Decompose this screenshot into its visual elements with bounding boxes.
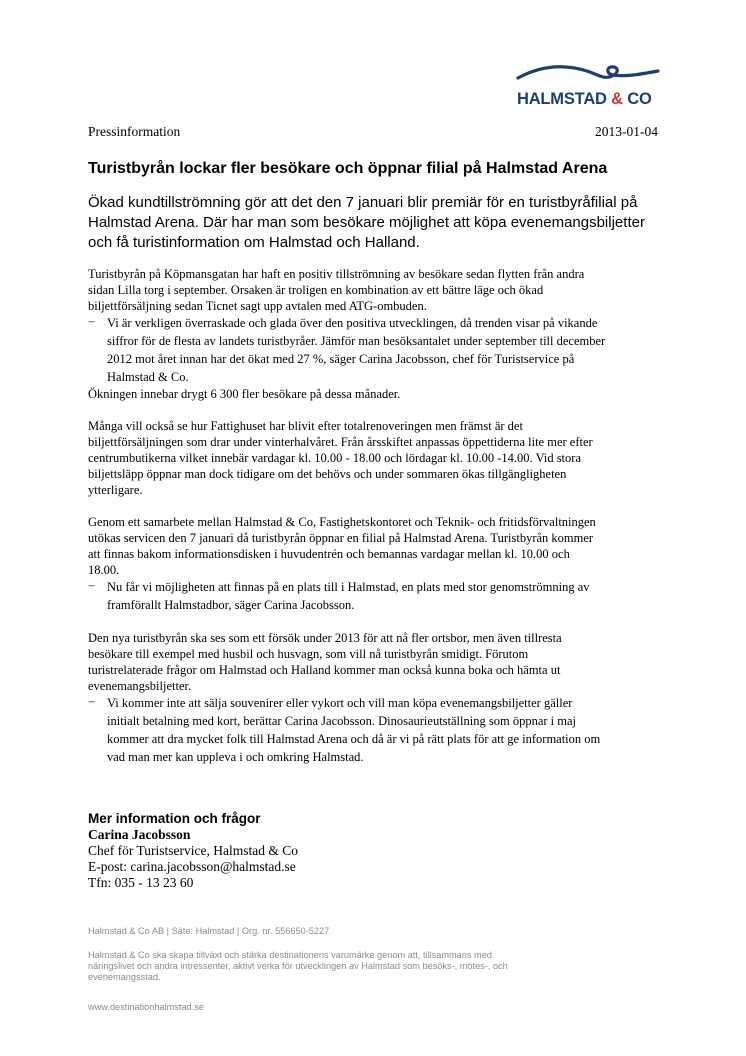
quote-line: kommer att dra mycket folk till Halmstad Arena och då är vi på rätt plats för att ge information om (107, 732, 601, 746)
contact-heading: Mer information och frågor (88, 811, 261, 826)
footer-mission (88, 950, 648, 983)
lead-paragraph (88, 193, 668, 253)
quote-block (88, 694, 674, 766)
lead-line: Ökad kundtillströmning gör att det den 7 januari blir premiär för en turistbyråfilial på (88, 194, 638, 211)
contact-email: E-post: carina.jacobsson@halmstad.se (88, 859, 296, 874)
body-line: besökare till exempel med husbil och husvagn, som vill nå turistbyrån smidigt. Förutom (88, 647, 529, 661)
wave-logo-icon (514, 58, 660, 88)
quote-block (88, 314, 674, 386)
body-line: utökas servicen den 7 januari då turistbyrån öppnar en filial på Halmstad Arena. Turistbyrån kommer (88, 531, 594, 545)
contact-name: Carina Jacobsson (88, 827, 191, 842)
contact-phone: Tfn: 035 - 13 23 60 (88, 875, 194, 890)
quote-line: siffror för de flesta av landets turistbyråer. Jämför man besöksantalet under september till december (107, 334, 606, 348)
logo-brand-amp: & (611, 90, 623, 108)
quote-line: Vi kommer inte att sälja souvenirer eller vykort och vill man köpa evenemangsbiljetter gäller (107, 696, 573, 710)
body-line: biljettförsäljning sedan Ticnet sagt upp avtalen med ATG-ombuden. (88, 299, 427, 313)
logo-wordmark (517, 90, 652, 109)
lead-line: Halmstad Arena. Där har man som besökare möjlighet att köpa evenemangsbiljetter (88, 214, 645, 231)
footer-company-info: Halmstad & Co AB | Säte: Halmstad | Org. nr. 556650-5227 (88, 926, 330, 936)
halmstad-co-logo (514, 58, 660, 108)
contact-block (88, 810, 588, 891)
body-line: ytterligare. (88, 483, 143, 497)
quote-dash: − (88, 695, 96, 709)
article-body (88, 266, 674, 766)
footer-mission-line: Halmstad & Co ska skapa tillväxt och stärka destinationens varumärke genom att, tillsammans med (88, 950, 492, 960)
body-line: 18.00. (88, 563, 120, 577)
body-line: evenemangsbiljetter. (88, 679, 192, 693)
body-line: centrumbutikerna vilket innebär vardagar kl. 10.00 - 18.00 och lördagar kl. 10.00 -14.00. Vid stora (88, 451, 581, 465)
lead-line: och få turistinformation om Halmstad och Halland. (88, 234, 420, 251)
footer-mission-line: näringslivet och andra intressenter, aktivt verka för utvecklingen av Halmstad som besöks-, mötes-, och (88, 961, 508, 971)
headline: Turistbyrån lockar fler besökare och öppnar filial på Halmstad Arena (88, 160, 608, 177)
quote-block (88, 578, 674, 614)
quote-line: Halmstad & Co. (107, 370, 189, 384)
contact-title: Chef för Turistservice, Halmstad & Co (88, 843, 298, 858)
quote-line: Nu får vi möjligheten att finnas på en plats till i Halmstad, en plats med stor genomströmning av (107, 580, 590, 594)
body-line: biljettsläpp öppnar man dock tidigare om det behövs och under sommaren ökas tillgängligheten (88, 467, 567, 481)
body-line: att finnas bakom informationsdisken i huvudentrén och bemannas vardagar mellan kl. 10.00 och (88, 547, 570, 561)
document-label: Pressinformation (88, 124, 181, 139)
quote-line: vad man mer kan uppleva i och omkring Halmstad. (107, 750, 364, 764)
footer-mission-line: evenemangsstad. (88, 972, 161, 982)
logo-brand-right: CO (622, 90, 652, 108)
logo-brand-left: HALMSTAD (517, 90, 612, 108)
quote-dash: − (88, 315, 96, 329)
quote-dash: − (88, 579, 96, 593)
body-line: sidan Lilla torg i september. Orsaken är troligen en kombination av ett bättre läge och ökad (88, 283, 544, 297)
body-line: Turistbyrån på Köpmansgatan har haft en positiv tillströmning av besökare sedan flytten från andra (88, 267, 585, 281)
body-line: Många vill också se hur Fattighuset har blivit efter totalrenoveringen men främst är det (88, 419, 523, 433)
quote-line: Vi är verkligen överraskade och glada över den positiva utvecklingen, då trenden visar på vikande (107, 316, 598, 330)
quote-line: initialt betalning med kort, berättar Carina Jacobsson. Dinosaurieutställning som öppnar i maj (107, 714, 576, 728)
quote-line: 2012 mot året innan har det ökat med 27 %, säger Carina Jacobsson, chef för Turistservice på (107, 352, 575, 366)
document-date: 2013-01-04 (595, 124, 658, 139)
body-line: Ökningen innebar drygt 6 300 fler besökare på dessa månader. (88, 387, 401, 401)
body-line: turistrelaterade frågor om Halmstad och Halland kommer man också kunna boka och hämta ut (88, 663, 561, 677)
footer-website-link[interactable]: www.destinationhalmstad.se (88, 1002, 204, 1012)
body-line: Den nya turistbyrån ska ses som ett försök under 2013 för att nå fler ortsbor, men även tillresta (88, 631, 562, 645)
body-line: biljettförsäljningen som drar under vinterhalvåret. Från årsskiftet anpassas öppettiderna lite mer efter (88, 435, 593, 449)
quote-line: framförallt Halmstadbor, säger Carina Jacobsson. (107, 598, 355, 612)
body-line: Genom ett samarbete mellan Halmstad & Co, Fastighetskontoret och Teknik- och fritidsförvaltningen (88, 515, 596, 529)
